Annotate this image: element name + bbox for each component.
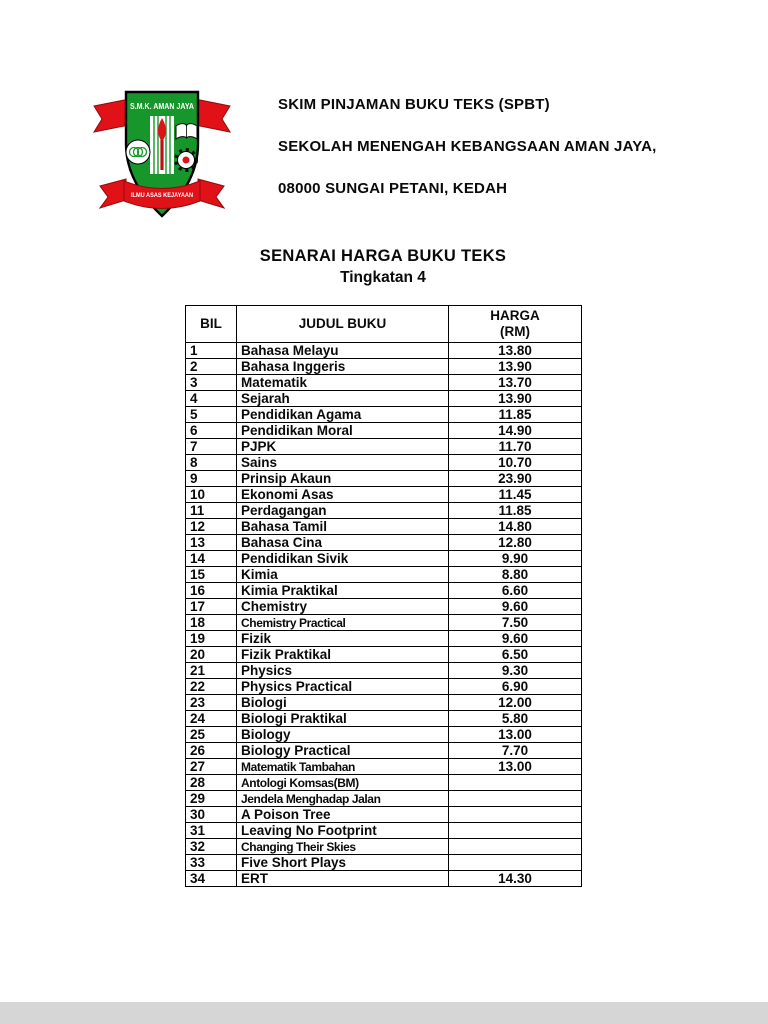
book-title-cell: Perdagangan xyxy=(237,503,449,519)
table-row xyxy=(186,455,582,471)
book-title-cell: Bahasa Cina xyxy=(237,535,449,551)
price-cell: 13.70 xyxy=(449,375,582,391)
document-title: SENARAI HARGA BUKU TEKS xyxy=(259,247,507,265)
price-table-body xyxy=(186,343,582,887)
book-title-cell: Biology Practical xyxy=(237,743,449,759)
table-row xyxy=(186,807,582,823)
table-row xyxy=(186,743,582,759)
book-title-cell: Kimia xyxy=(237,567,449,583)
row-number-cell: 27 xyxy=(186,759,237,775)
book-title-cell: Changing Their Skies xyxy=(237,839,449,855)
letterhead xyxy=(278,97,656,196)
book-title-cell: Ekonomi Asas xyxy=(237,487,449,503)
col-header-harga: HARGA (RM) xyxy=(449,306,582,343)
price-cell: 11.85 xyxy=(449,503,582,519)
price-cell: 13.00 xyxy=(449,727,582,743)
row-number-cell: 6 xyxy=(186,423,237,439)
table-row xyxy=(186,487,582,503)
book-title-cell: Kimia Praktikal xyxy=(237,583,449,599)
book-title-cell: Pendidikan Moral xyxy=(237,423,449,439)
price-cell xyxy=(449,807,582,823)
book-title-cell: Chemistry xyxy=(237,599,449,615)
table-row xyxy=(186,839,582,855)
price-cell xyxy=(449,823,582,839)
table-row xyxy=(186,439,582,455)
book-title-cell: Five Short Plays xyxy=(237,855,449,871)
col-header-judul: JUDUL BUKU xyxy=(237,306,449,343)
book-title-cell: Physics xyxy=(237,663,449,679)
document-subtitle: Tingkatan 4 xyxy=(340,269,426,286)
book-title-cell: Bahasa Tamil xyxy=(237,519,449,535)
table-row xyxy=(186,791,582,807)
price-cell xyxy=(449,855,582,871)
table-row xyxy=(186,391,582,407)
row-number-cell: 32 xyxy=(186,839,237,855)
row-number-cell: 23 xyxy=(186,695,237,711)
book-title-cell: Bahasa Inggeris xyxy=(237,359,449,375)
row-number-cell: 33 xyxy=(186,855,237,871)
bottom-gray-strip xyxy=(0,1002,768,1024)
crest-motto-text: ILMU ASAS KEJAYAAN xyxy=(131,192,194,199)
row-number-cell: 5 xyxy=(186,407,237,423)
price-table-header xyxy=(186,306,582,343)
row-number-cell: 26 xyxy=(186,743,237,759)
price-cell: 12.00 xyxy=(449,695,582,711)
row-number-cell: 34 xyxy=(186,871,237,887)
book-title-cell: Fizik Praktikal xyxy=(237,647,449,663)
table-row xyxy=(186,535,582,551)
table-row xyxy=(186,679,582,695)
book-title-cell: Biology xyxy=(237,727,449,743)
row-number-cell: 13 xyxy=(186,535,237,551)
price-cell xyxy=(449,839,582,855)
row-number-cell: 1 xyxy=(186,343,237,359)
price-cell: 13.90 xyxy=(449,359,582,375)
table-row xyxy=(186,407,582,423)
table-row xyxy=(186,471,582,487)
price-cell: 9.30 xyxy=(449,663,582,679)
row-number-cell: 21 xyxy=(186,663,237,679)
table-row xyxy=(186,711,582,727)
row-number-cell: 12 xyxy=(186,519,237,535)
price-cell: 10.70 xyxy=(449,455,582,471)
price-cell: 9.90 xyxy=(449,551,582,567)
book-title-cell: Sains xyxy=(237,455,449,471)
table-row xyxy=(186,775,582,791)
table-row xyxy=(186,359,582,375)
title-block xyxy=(185,247,581,287)
book-title-cell: Pendidikan Agama xyxy=(237,407,449,423)
letterhead-line-1: SKIM PINJAMAN BUKU TEKS (SPBT) xyxy=(278,96,550,113)
price-cell: 11.45 xyxy=(449,487,582,503)
row-number-cell: 28 xyxy=(186,775,237,791)
table-row xyxy=(186,615,582,631)
letterhead-line-3: 08000 SUNGAI PETANI, KEDAH xyxy=(278,180,508,197)
table-row xyxy=(186,343,582,359)
crest-top-text: S.M.K. AMAN JAYA xyxy=(130,101,194,111)
row-number-cell: 3 xyxy=(186,375,237,391)
table-row xyxy=(186,599,582,615)
price-cell: 7.50 xyxy=(449,615,582,631)
row-number-cell: 30 xyxy=(186,807,237,823)
book-title-cell: ERT xyxy=(237,871,449,887)
row-number-cell: 17 xyxy=(186,599,237,615)
book-title-cell: Biologi xyxy=(237,695,449,711)
price-cell: 6.50 xyxy=(449,647,582,663)
book-title-cell: PJPK xyxy=(237,439,449,455)
row-number-cell: 10 xyxy=(186,487,237,503)
book-title-cell: Prinsip Akaun xyxy=(237,471,449,487)
row-number-cell: 19 xyxy=(186,631,237,647)
book-title-cell: Fizik xyxy=(237,631,449,647)
price-cell: 12.80 xyxy=(449,535,582,551)
price-table xyxy=(185,305,582,887)
book-title-cell: Matematik Tambahan xyxy=(237,759,449,775)
price-cell: 6.60 xyxy=(449,583,582,599)
row-number-cell: 8 xyxy=(186,455,237,471)
table-row xyxy=(186,695,582,711)
table-row xyxy=(186,663,582,679)
row-number-cell: 4 xyxy=(186,391,237,407)
price-cell: 6.90 xyxy=(449,679,582,695)
book-title-cell: A Poison Tree xyxy=(237,807,449,823)
row-number-cell: 31 xyxy=(186,823,237,839)
book-title-cell: Chemistry Practical xyxy=(237,615,449,631)
col-header-bil: BIL xyxy=(186,306,237,343)
row-number-cell: 11 xyxy=(186,503,237,519)
row-number-cell: 9 xyxy=(186,471,237,487)
row-number-cell: 29 xyxy=(186,791,237,807)
table-row xyxy=(186,871,582,887)
table-row xyxy=(186,519,582,535)
price-cell: 13.90 xyxy=(449,391,582,407)
row-number-cell: 18 xyxy=(186,615,237,631)
table-row xyxy=(186,423,582,439)
price-cell: 13.80 xyxy=(449,343,582,359)
row-number-cell: 16 xyxy=(186,583,237,599)
price-cell: 14.90 xyxy=(449,423,582,439)
book-title-cell: Antologi Komsas(BM) xyxy=(237,775,449,791)
price-cell: 7.70 xyxy=(449,743,582,759)
table-row xyxy=(186,823,582,839)
header-row xyxy=(186,306,582,343)
table-row xyxy=(186,375,582,391)
book-title-cell: Matematik xyxy=(237,375,449,391)
book-title-cell: Jendela Menghadap Jalan xyxy=(237,791,449,807)
crest-bottom-ribbon-right xyxy=(198,179,224,208)
price-cell: 8.80 xyxy=(449,567,582,583)
book-title-cell: Leaving No Footprint xyxy=(237,823,449,839)
price-cell: 14.80 xyxy=(449,519,582,535)
price-cell: 9.60 xyxy=(449,599,582,615)
price-cell xyxy=(449,791,582,807)
row-number-cell: 25 xyxy=(186,727,237,743)
table-row xyxy=(186,855,582,871)
book-title-cell: Bahasa Melayu xyxy=(237,343,449,359)
book-title-cell: Pendidikan Sivik xyxy=(237,551,449,567)
table-row xyxy=(186,583,582,599)
row-number-cell: 15 xyxy=(186,567,237,583)
price-cell xyxy=(449,775,582,791)
price-cell: 13.00 xyxy=(449,759,582,775)
table-row xyxy=(186,551,582,567)
table-row xyxy=(186,647,582,663)
price-cell: 11.70 xyxy=(449,439,582,455)
table-row xyxy=(186,567,582,583)
row-number-cell: 7 xyxy=(186,439,237,455)
row-number-cell: 14 xyxy=(186,551,237,567)
row-number-cell: 20 xyxy=(186,647,237,663)
row-number-cell: 24 xyxy=(186,711,237,727)
table-row xyxy=(186,727,582,743)
crest-bottom-ribbon-left xyxy=(100,179,126,208)
price-cell: 11.85 xyxy=(449,407,582,423)
table-row xyxy=(186,631,582,647)
row-number-cell: 22 xyxy=(186,679,237,695)
price-cell: 9.60 xyxy=(449,631,582,647)
school-crest-logo xyxy=(92,82,232,232)
table-row xyxy=(186,503,582,519)
row-number-cell: 2 xyxy=(186,359,237,375)
letterhead-line-2: SEKOLAH MENENGAH KEBANGSAAN AMAN JAYA, xyxy=(278,138,657,155)
torch-handle xyxy=(160,140,163,170)
price-cell: 5.80 xyxy=(449,711,582,727)
book-title-cell: Biologi Praktikal xyxy=(237,711,449,727)
price-cell: 23.90 xyxy=(449,471,582,487)
book-title-cell: Physics Practical xyxy=(237,679,449,695)
book-title-cell: Sejarah xyxy=(237,391,449,407)
price-cell: 14.30 xyxy=(449,871,582,887)
table-row xyxy=(186,759,582,775)
